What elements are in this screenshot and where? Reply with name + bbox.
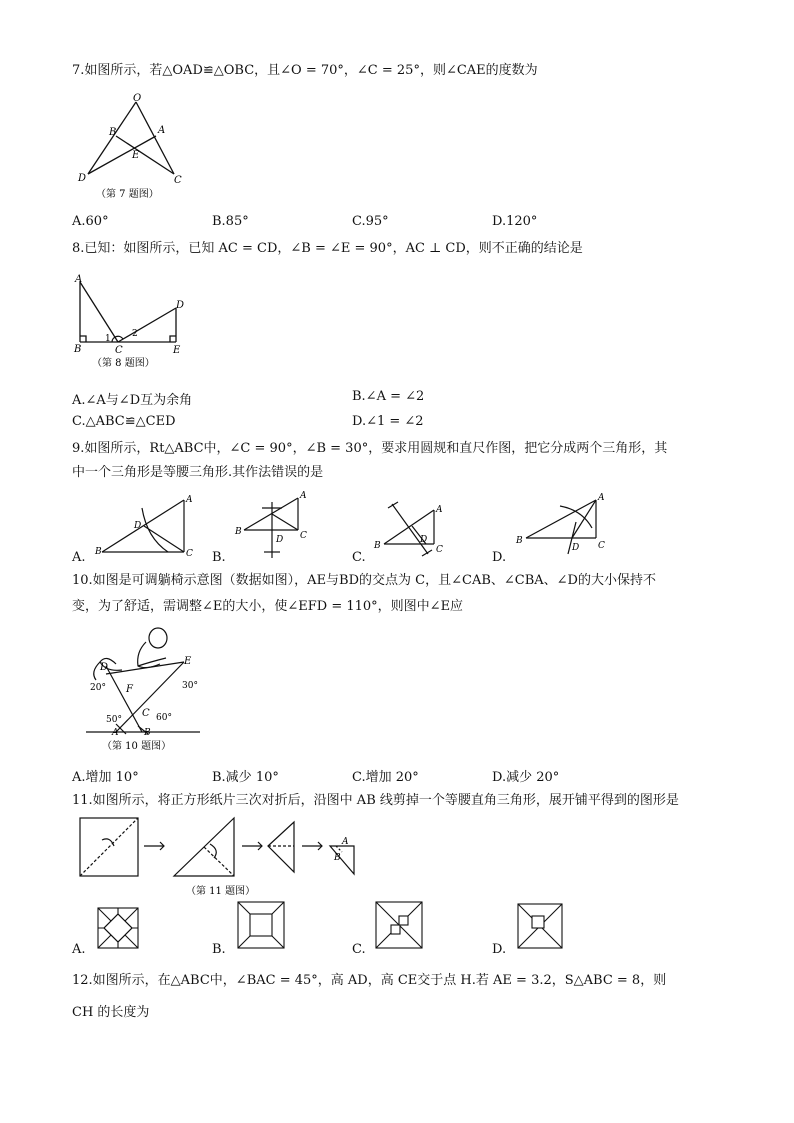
svg-text:B: B [374, 541, 381, 551]
svg-text:20°: 20° [90, 683, 106, 693]
question-9-text-line2: 中一个三角形是等腰三角形.其作法错误的是 [72, 465, 324, 480]
q8-option-a[interactable]: A.∠A与∠D互为余角 [72, 393, 193, 408]
q7-option-a[interactable]: A.60° [72, 214, 109, 229]
q8-label-2: 2 [132, 329, 138, 339]
q7-label-c: C [174, 175, 182, 186]
svg-text:B: B [516, 536, 523, 546]
q9-option-c[interactable]: C. [352, 550, 366, 565]
svg-text:A: A [186, 495, 193, 505]
q9-figure-b [232, 484, 322, 564]
svg-text:60°: 60° [156, 713, 172, 723]
q9-option-b[interactable]: B. [212, 550, 226, 565]
q7-option-d[interactable]: D.120° [492, 214, 538, 229]
svg-text:B: B [235, 527, 242, 537]
question-8-text: 8.已知：如图所示，已知 AC = CD，∠B = ∠E = 90°，AC ⊥ CD，则不正确的结论是 [72, 241, 583, 256]
q9-figure-d [512, 488, 612, 560]
question-10-text-line1: 10.如图是可调躺椅示意图（数据如图），AE与BD的交点为 C，且∠CAB、∠CBA、∠D的大小保持不 [72, 573, 656, 588]
q10-caption: （第 10 题图） [102, 741, 172, 752]
q8-option-d[interactable]: D.∠1 = ∠2 [352, 414, 424, 429]
q11-figure-a [96, 906, 140, 950]
q9-option-d[interactable]: D. [492, 550, 507, 565]
q11-figure-d [516, 902, 564, 950]
question-7-text: 7.如图所示，若△OAD≌△OBC，且∠O = 70°，∠C = 25°，则∠CAE的度数为 [72, 63, 538, 78]
svg-text:D: D [100, 662, 109, 673]
q7-option-c[interactable]: C.95° [352, 214, 389, 229]
svg-text:D: D [420, 535, 428, 545]
question-12-text-line2: CH 的长度为 [72, 1005, 150, 1020]
question-8-figure [72, 272, 192, 372]
q8-label-b: B [74, 344, 82, 355]
svg-text:E: E [184, 656, 192, 667]
svg-text:C: C [436, 545, 443, 555]
question-11-figure [76, 814, 376, 900]
svg-text:A: A [342, 837, 349, 847]
q9-figure-c [370, 496, 460, 561]
svg-text:F: F [126, 684, 133, 695]
q8-option-c[interactable]: C.△ABC≌△CED [72, 414, 176, 429]
svg-text:C: C [142, 708, 150, 719]
q11-option-b[interactable]: B. [212, 942, 226, 957]
question-10-figure [76, 622, 206, 754]
q8-label-c: C [115, 345, 123, 356]
question-11-text: 11.如图所示，将正方形纸片三次对折后，沿图中 AB 线剪掉一个等腰直角三角形，展开铺平得到的图形是 [72, 793, 679, 808]
svg-text:C: C [186, 549, 193, 559]
q11-figure-c [374, 900, 424, 950]
q7-label-b: B [109, 127, 117, 138]
q11-option-d[interactable]: D. [492, 942, 507, 957]
svg-text:A: A [300, 491, 307, 501]
q10-option-c[interactable]: C.增加 20° [352, 770, 419, 785]
q8-caption: （第 8 题图） [92, 358, 155, 369]
q11-option-c[interactable]: C. [352, 942, 366, 957]
q8-label-d: D [176, 300, 185, 311]
q10-option-d[interactable]: D.减少 20° [492, 770, 560, 785]
svg-text:D: D [134, 521, 142, 531]
q8-label-1: 1 [105, 334, 111, 344]
q9-option-a[interactable]: A. [72, 550, 86, 565]
question-12-text-line1: 12.如图所示，在△ABC中，∠BAC = 45°，高 AD，高 CE交于点 H.若 AE = 3.2，S△ABC = 8，则 [72, 973, 667, 988]
q8-label-e: E [173, 345, 181, 356]
question-7-figure [72, 92, 182, 204]
svg-text:A: A [598, 493, 605, 503]
svg-text:B: B [334, 853, 341, 863]
q7-caption: （第 7 题图） [96, 189, 159, 200]
svg-text:B: B [95, 547, 102, 557]
q7-label-d: D [78, 173, 87, 184]
q7-option-b[interactable]: B.85° [212, 214, 249, 229]
q10-option-b[interactable]: B.减少 10° [212, 770, 279, 785]
q7-label-a: A [158, 125, 166, 136]
svg-text:A: A [112, 728, 119, 738]
question-9-text-line1: 9.如图所示，Rt△ABC中，∠C = 90°，∠B = 30°，要求用圆规和直尺作图，把它分成两个三角形，其 [72, 441, 668, 456]
q10-option-a[interactable]: A.增加 10° [72, 770, 139, 785]
svg-text:C: C [300, 531, 307, 541]
svg-text:C: C [598, 541, 605, 551]
q7-label-e: E [132, 150, 140, 161]
q11-option-a[interactable]: A. [72, 942, 86, 957]
q11-caption: （第 11 题图） [186, 886, 256, 897]
q8-option-b[interactable]: B.∠A = ∠2 [352, 389, 425, 404]
svg-text:30°: 30° [182, 681, 198, 691]
q9-figure-a [92, 488, 202, 563]
svg-text:D: D [572, 543, 580, 553]
q11-figure-b [236, 900, 286, 950]
svg-text:A: A [436, 505, 443, 515]
q8-label-a: A [75, 274, 83, 285]
svg-text:B: B [144, 728, 151, 738]
question-10-text-line2: 变，为了舒适，需调整∠E的大小，使∠EFD = 110°，则图中∠E应 [72, 599, 464, 614]
svg-text:50°: 50° [106, 715, 122, 725]
svg-text:D: D [276, 535, 284, 545]
q7-label-o: O [133, 93, 142, 104]
